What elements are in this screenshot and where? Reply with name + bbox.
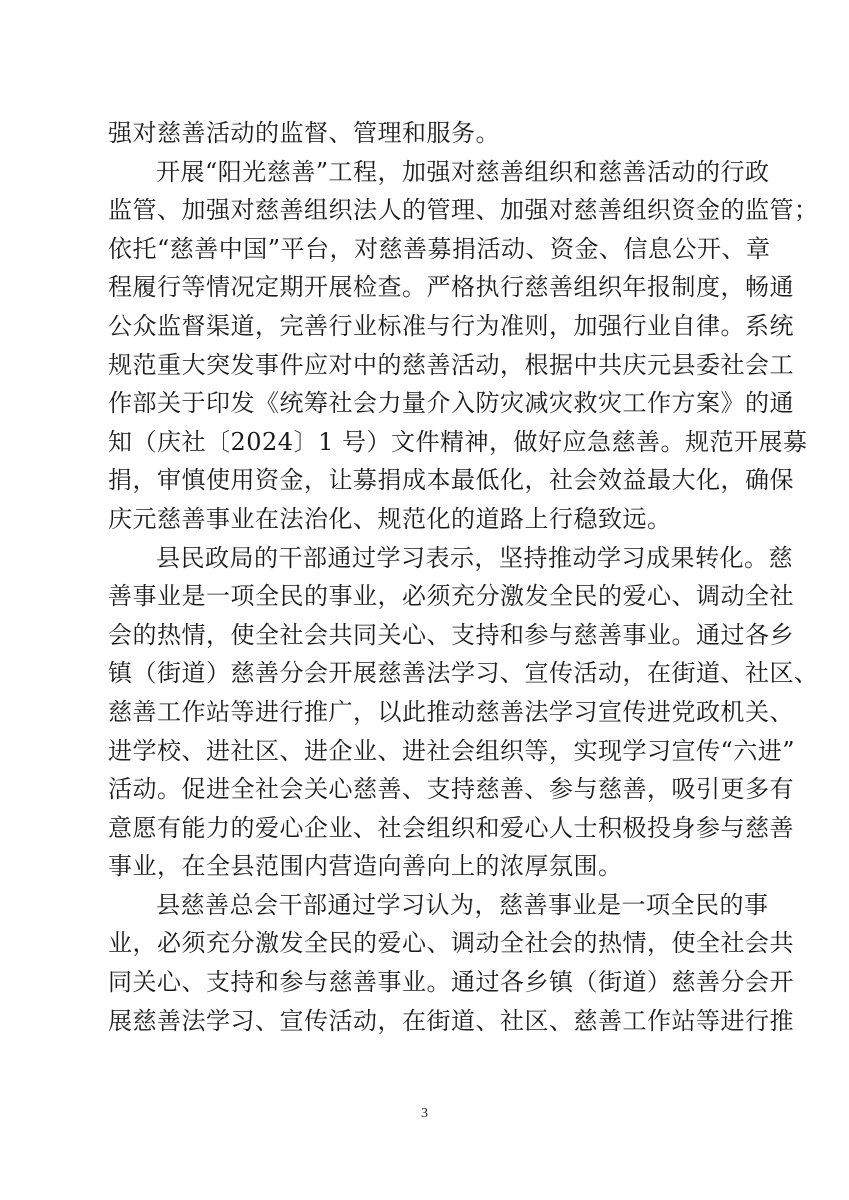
text-line: 慈善工作站等进行推广，以此推动慈善法学习宣传进党政机关、 [108, 697, 794, 726]
body-text [108, 114, 819, 1040]
paragraph-start-line: 开展“阳光慈善”工程，加强对慈善组织和慈善活动的行政 [156, 157, 770, 186]
text-line: 展慈善法学习、宣传活动，在街道、社区、慈善工作站等进行推 [108, 1006, 794, 1035]
text-line: 规范重大突发事件应对中的慈善活动，根据中共庆元县委社会工 [108, 350, 794, 379]
text-line: 依托“慈善中国”平台，对慈善募捐活动、资金、信息公开、章 [108, 234, 771, 263]
text-line: 程履行等情况定期开展检查。严格执行慈善组织年报制度，畅通 [108, 273, 794, 302]
text-line: 进学校、进社区、进企业、进社会组织等，实现学习宣传“六进” [108, 736, 796, 765]
text-line: 善事业是一项全民的事业，必须充分激发全民的爱心、调动全社 [108, 582, 794, 611]
text-line: 意愿有能力的爱心企业、社会组织和爱心人士积极投身参与慈善 [108, 813, 794, 842]
text-line: 庆元慈善事业在法治化、规范化的道路上行稳致远。 [108, 504, 672, 533]
text-line: 监管、加强对慈善组织法人的管理、加强对慈善组织资金的监管； [108, 196, 819, 225]
text-line: 强对慈善活动的监督、管理和服务。 [108, 119, 500, 147]
page-number: 3 [421, 1106, 428, 1121]
text-line: 活动。促进全社会关心慈善、支持慈善、参与慈善，吸引更多有 [108, 775, 794, 804]
text-line: 业，必须充分激发全民的爱心、调动全社会的热情，使全社会共 [108, 929, 794, 958]
text-line: 公众监督渠道，完善行业标准与行为准则，加强行业自律。系统 [108, 311, 794, 340]
text-line: 知（庆社〔2024〕1 号）文件精神，做好应急慈善。规范开展募 [108, 427, 808, 456]
text-line: 事业，在全县范围内营造向善向上的浓厚氛围。 [108, 852, 623, 881]
text-line: 会的热情，使全社会共同关心、支持和参与慈善事业。通过各乡 [108, 620, 794, 649]
text-line: 捐，审慎使用资金，让募捐成本最低化，社会效益最大化，确保 [108, 466, 794, 495]
paragraph-start-line: 县民政局的干部通过学习表示，坚持推动学习成果转化。慈 [156, 543, 793, 572]
text-line: 同关心、支持和参与慈善事业。通过各乡镇（街道）慈善分会开 [108, 968, 794, 997]
text-line: 作部关于印发《统筹社会力量介入防灾减灾救灾工作方案》的通 [108, 389, 794, 418]
paragraph-start-line: 县慈善总会干部通过学习认为，慈善事业是一项全民的事 [156, 890, 769, 919]
text-line: 镇（街道）慈善分会开展慈善法学习、宣传活动，在街道、社区、 [108, 659, 819, 688]
